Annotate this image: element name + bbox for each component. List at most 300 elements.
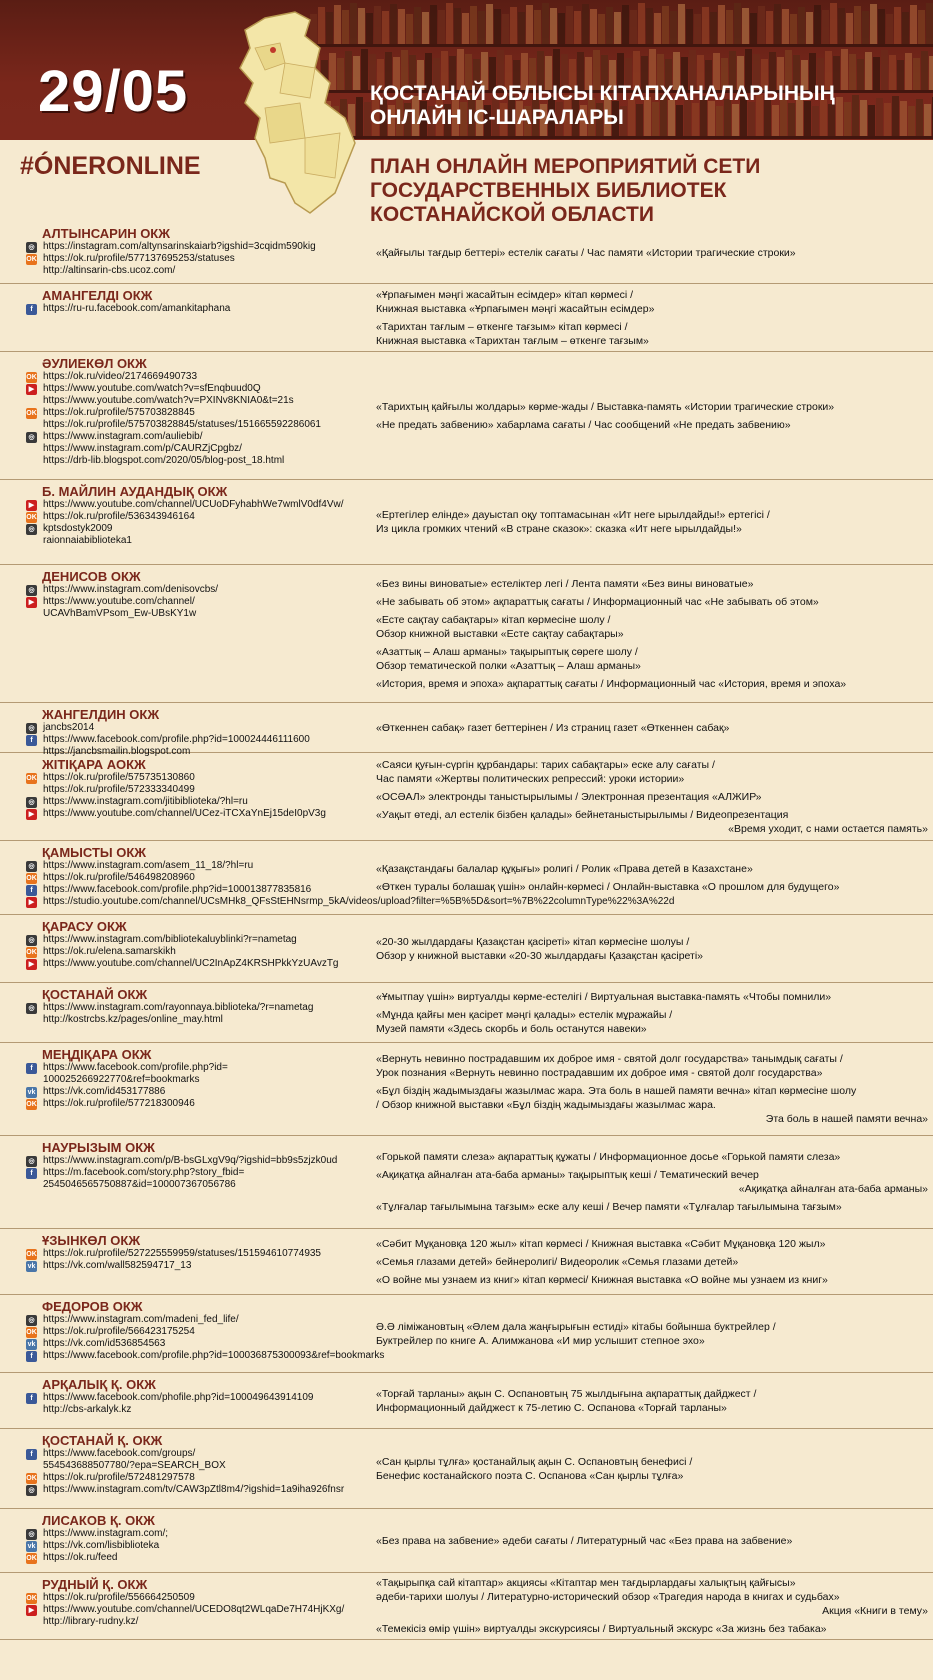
library-entry: [0, 753, 933, 841]
link-url[interactable]: https://www.facebook.com/profile.php?id=: [43, 1062, 228, 1073]
event-text: Урок познания «Вернуть невинно пострадавшим их доброе имя - святой долг государства»: [376, 1067, 823, 1079]
link-url[interactable]: https://www.youtube.com/watch?v=PXINv8KNIA0&t=21s: [43, 395, 294, 406]
link-url[interactable]: https://drb-lib.blogspot.com/2020/05/blog-post_18.html: [43, 455, 285, 466]
link-url[interactable]: http://altinsarin-cbs.ucoz.com/: [43, 265, 176, 276]
library-name: ЖАНГЕЛДИН ОКЖ: [42, 707, 160, 722]
link-url[interactable]: https://www.facebook.com/profile.php?id=100024446111600: [43, 734, 310, 745]
link-url[interactable]: https://ok.ru/profile/575703828845/statuses/151665592286061: [43, 419, 321, 430]
library-link[interactable]: [26, 1074, 372, 1086]
event-text: «Сәбит Мұқановқа 120 жыл» кітап көрмесі / Книжная выставка «Сәбит Мұқановқа 120 жыл»: [376, 1237, 826, 1250]
event-list: [376, 352, 928, 479]
library-link[interactable]: [26, 395, 372, 407]
library-link[interactable]: [26, 1179, 372, 1191]
library-link[interactable]: [26, 253, 372, 265]
ok-icon: OK: [26, 1329, 37, 1336]
link-url[interactable]: https://www.youtube.com/watch?v=sfEnqbuud0Q: [43, 383, 261, 394]
library-entry: [0, 915, 933, 983]
library-name: Б. МАЙЛИН АУДАНДЫҚ ОКЖ: [42, 484, 228, 499]
event-text: «Тақырыпқа сай кітаптар» акциясы «Кітаптар мен тағдырлардағы халықтың қайғысы»: [376, 1577, 796, 1589]
ok-icon: OK: [26, 256, 37, 263]
event-text: Книжная выставка «Тарихтан тағлым – өткенге тағзым»: [376, 334, 649, 347]
facebook-icon: f: [26, 1351, 37, 1362]
link-url[interactable]: https://www.instagram.com/rayonnaya.biblioteka/?r=nametag: [43, 1002, 314, 1013]
youtube-icon: ▶: [26, 959, 37, 970]
library-name: НАУРЫЗЫМ ОКЖ: [42, 1140, 155, 1155]
library-link[interactable]: [26, 1448, 372, 1460]
event-list: [376, 1429, 928, 1508]
library-name: ДЕНИСОВ ОКЖ: [42, 569, 141, 584]
library-link[interactable]: [26, 596, 372, 608]
library-link[interactable]: [26, 431, 372, 443]
library-link[interactable]: [26, 443, 372, 455]
library-link[interactable]: [26, 1404, 372, 1416]
kazakh-title-line: ҚОСТАНАЙ ОБЛЫСЫ КІТАПХАНАЛАРЫНЫҢ: [370, 82, 835, 105]
library-entry: [0, 1373, 933, 1429]
event-text: «Тарихтың қайғылы жолдары» көрме-жады / Выставка-память «Истории трагические строки»: [376, 400, 835, 413]
event-item: [376, 1320, 928, 1348]
kazakh-title: [370, 82, 910, 130]
event-item: [376, 1455, 928, 1483]
library-link[interactable]: [26, 872, 372, 884]
facebook-icon: f: [26, 735, 37, 746]
vk-icon: vk: [27, 1263, 36, 1270]
library-link[interactable]: [26, 884, 372, 896]
event-text: «Мұнда қайғы мен қасірет мәңгі қалады» естелік мұражайы /: [376, 1008, 673, 1021]
kostanay-region-map: [225, 8, 375, 218]
link-url[interactable]: https://ok.ru/profile/575735130860: [43, 772, 195, 783]
instagram-icon: ◎: [26, 797, 37, 808]
library-name: АМАНГЕЛДІ ОКЖ: [42, 288, 153, 303]
library-link[interactable]: [26, 1392, 372, 1404]
library-link[interactable]: [26, 796, 372, 808]
link-url[interactable]: https://www.facebook.com/profile.php?id=100013877835816: [43, 884, 312, 895]
event-list: [376, 753, 928, 840]
library-links: [26, 484, 372, 547]
russian-title-line: ПЛАН ОНЛАЙН МЕРОПРИЯТИЙ СЕТИ: [370, 155, 761, 178]
library-link[interactable]: [26, 1248, 372, 1260]
link-url[interactable]: https://www.instagram.com/madeni_fed_life/: [43, 1314, 239, 1325]
event-list: [376, 1229, 928, 1294]
russian-title-line: КОСТАНАЙСКОЙ ОБЛАСТИ: [370, 203, 654, 226]
event-text: «Саяси қуғын-сүргін құрбандары: тарих сабақтары» еске алу сағаты /: [376, 758, 715, 771]
library-link[interactable]: [26, 303, 372, 315]
library-name: ҰЗЫНКӨЛ ОКЖ: [42, 1233, 141, 1248]
event-text: «Ертегілер елінде» дауыстап оқу топтамасынан «Ит неге ырылдайды!» ертегісі /: [376, 509, 770, 521]
library-links: [26, 919, 372, 970]
event-list: [376, 1509, 928, 1572]
library-links: [26, 1433, 372, 1496]
link-url[interactable]: https://www.instagram.com/;: [43, 1528, 169, 1539]
instagram-icon: ◎: [26, 1315, 37, 1326]
event-list: [376, 222, 928, 283]
link-url[interactable]: https://www.facebook.com/groups/: [43, 1448, 196, 1459]
youtube-icon: ▶: [26, 809, 37, 820]
link-url[interactable]: https://studio.youtube.com/channel/UCsMHk8_QFsStEHNsrmp_5kA/videos/upload?filter=%5B%5D&sort=%7B%22columnType%22%3A%22d: [43, 896, 675, 907]
youtube-icon: ▶: [26, 384, 37, 395]
event-list: [376, 1373, 928, 1428]
library-link[interactable]: [26, 407, 372, 419]
russian-title: [370, 155, 910, 227]
library-links: [26, 569, 372, 620]
event-list: [376, 703, 928, 752]
facebook-icon: f: [26, 304, 37, 315]
ok-icon: OK: [26, 1475, 37, 1482]
event-item: [376, 508, 928, 536]
library-link[interactable]: [26, 1167, 372, 1179]
instagram-icon: ◎: [26, 1156, 37, 1167]
link-url[interactable]: https://www.youtube.com/channel/UCEDO8qt2WLqaDe7H74HjKXg/: [43, 1604, 345, 1615]
youtube-icon: ▶: [26, 500, 37, 511]
event-text: «Ұрпағымен мәңгі жасайтын есімдер» кітап көрмесі /: [376, 288, 634, 301]
library-name: ФЕДОРОВ ОКЖ: [42, 1299, 143, 1314]
ok-icon: OK: [26, 1251, 37, 1258]
link-url[interactable]: 554543688507780/?epa=SEARCH_BOX: [43, 1460, 226, 1471]
event-item: [376, 1273, 928, 1287]
event-list: [376, 841, 928, 914]
link-url[interactable]: https://ok.ru/profile/572481297578: [43, 1472, 195, 1483]
library-links: [26, 1377, 372, 1416]
library-link[interactable]: [26, 1472, 372, 1484]
link-url[interactable]: https://www.instagram.com/jitibiblioteka/?hl=ru: [43, 796, 248, 807]
library-name: ЖІТІҚАРА АОКЖ: [42, 757, 146, 772]
vk-icon: vk: [27, 1341, 36, 1348]
library-link[interactable]: [26, 1540, 372, 1552]
link-url[interactable]: https://ok.ru/profile/572333340499: [43, 784, 195, 795]
event-text: Информационный дайджест к 75-летию С. Оспанова «Торғай тарланы»: [376, 1401, 727, 1414]
event-text: «Бұл біздің жадымыздағы жазылмас жара. Эта боль в нашей памяти вечна» кітап көрмесіне шолу: [376, 1085, 857, 1097]
library-link[interactable]: [26, 371, 372, 383]
link-url[interactable]: https://www.instagram.com/tv/CAW3pZtl8m4/?igshid=1a9iha926fnsr: [43, 1484, 345, 1495]
link-url[interactable]: UCAVhBamVPsom_Ew-UBsKY1w: [43, 608, 197, 619]
link-url[interactable]: https://ok.ru/profile/546498208960: [43, 872, 195, 883]
event-list: [376, 284, 928, 351]
link-url[interactable]: https://www.youtube.com/channel/UCez-iTCXaYnEj15deI0pV3g: [43, 808, 326, 819]
event-list: [376, 983, 928, 1042]
kazakh-title-line: ОНЛАЙН ІС-ШАРАЛАРЫ: [370, 106, 624, 129]
library-links: [26, 1047, 372, 1110]
event-text: «Не забывать об этом» ақпараттық сағаты / Информационный час «Не забывать об этом»: [376, 595, 819, 608]
link-url[interactable]: https://www.youtube.com/channel/UCUoDFyhabhWe7wmlV0df4Vw/: [43, 499, 344, 510]
library-link[interactable]: [26, 1616, 372, 1628]
event-item: [376, 935, 928, 963]
link-url[interactable]: https://www.instagram.com/auliebib/: [43, 431, 203, 442]
link-url[interactable]: https://ok.ru/profile/566423175254: [43, 1326, 195, 1337]
event-text: «Уақыт өтеді, ал естелік бізбен қалады» бейнетаныстырылымы / Видеопрезентация: [376, 808, 789, 821]
link-url[interactable]: https://www.facebook.com/phofile.php?id=100049643914109: [43, 1392, 314, 1403]
link-url[interactable]: https://ok.ru/profile/577137695253/statuses: [43, 253, 235, 264]
library-entry: [0, 841, 933, 915]
facebook-icon: f: [26, 1063, 37, 1074]
link-url[interactable]: https://www.instagram.com/bibliotekaluyblinki?r=nametag: [43, 934, 297, 945]
library-links: [26, 707, 372, 758]
library-link[interactable]: [26, 511, 372, 523]
library-link[interactable]: [26, 1002, 372, 1014]
event-text: Бенефис костанайского поэта С. Оспанова «Сан қырлы тұлға»: [376, 1469, 684, 1482]
event-item: [376, 758, 928, 786]
event-text: «История, время и эпоха» ақпараттық сағаты / Информационный час «История, время и эпоха»: [376, 677, 847, 690]
library-entry: [0, 352, 933, 480]
library-link[interactable]: [26, 1326, 372, 1338]
library-link[interactable]: [26, 1155, 372, 1167]
library-link[interactable]: [26, 419, 372, 431]
event-item: [376, 320, 928, 348]
event-list: [376, 565, 928, 702]
event-text: «20-30 жылдардағы Қазақстан қасіреті» кітап көрмесіне шолуы /: [376, 935, 690, 948]
event-item: [376, 246, 928, 260]
library-link[interactable]: [26, 499, 372, 511]
link-url[interactable]: 2545046565750887&id=100007367056786: [43, 1179, 236, 1190]
instagram-icon: ◎: [26, 585, 37, 596]
event-item: [376, 721, 928, 735]
event-text: «Время уходит, с нами остается память»: [728, 822, 928, 835]
link-url[interactable]: http://library-rudny.kz/: [43, 1616, 139, 1627]
library-name: ҚОСТАНАЙ Қ. ОКЖ: [42, 1433, 163, 1448]
youtube-icon: ▶: [26, 1605, 37, 1616]
link-url[interactable]: https://ok.ru/profile/527225559959/statuses/151594610774935: [43, 1248, 321, 1259]
library-links: [26, 1299, 385, 1362]
link-url[interactable]: https://www.facebook.com/profile.php?id=100036875300093&ref=bookmarks: [43, 1350, 385, 1361]
event-text: Час памяти «Жертвы политических репрессий: уроки истории»: [376, 772, 685, 785]
library-link[interactable]: [26, 1014, 372, 1026]
library-link[interactable]: [26, 1552, 372, 1564]
library-link[interactable]: [26, 523, 372, 535]
library-link[interactable]: [26, 1604, 372, 1616]
event-item: [376, 1052, 928, 1080]
event-item: [376, 1387, 928, 1415]
event-text: «Ақиқатқа айналған ата-баба арманы» тақырыптық кеші / Тематический вечер: [376, 1169, 759, 1181]
library-links: [26, 1513, 372, 1564]
library-name: МЕҢДІҚАРА ОКЖ: [42, 1047, 152, 1062]
facebook-icon: f: [26, 1449, 37, 1460]
library-links: [26, 987, 372, 1026]
library-name: ҚОСТАНАЙ ОКЖ: [42, 987, 148, 1002]
link-url[interactable]: https://vk.com/wall582594717_13: [43, 1260, 192, 1271]
library-link[interactable]: [26, 946, 372, 958]
event-text: «Тұлғалар тағылымына тағзым» еске алу кеші / Вечер памяти «Тұлғалар тағылымына тағзым»: [376, 1201, 842, 1213]
link-url[interactable]: https://ok.ru/profile/556664250509: [43, 1592, 195, 1603]
ok-icon: OK: [26, 514, 37, 521]
ok-icon: OK: [26, 1595, 37, 1602]
event-text: «ОСӘАЛ» электронды таныстырылымы / Электронная презентация «АЛЖИР»: [376, 790, 762, 803]
library-link[interactable]: [26, 772, 372, 784]
event-item: [376, 1534, 928, 1548]
link-url[interactable]: https://www.instagram.com/denisovcbs/: [43, 584, 219, 595]
ok-icon: OK: [26, 1101, 37, 1108]
library-entry: [0, 480, 933, 565]
event-text: «Темекісіз өмір үшін» виртуалды экскурсиясы / Виртуальный экскурс «За жизнь без табака»: [376, 1623, 827, 1635]
library-links: [26, 1577, 372, 1628]
library-name: АРҚАЛЫҚ Қ. ОКЖ: [42, 1377, 156, 1392]
ok-icon: OK: [26, 374, 37, 381]
ok-icon: OK: [26, 775, 37, 782]
link-url[interactable]: https://www.youtube.com/channel/UC2InApZ4KRSHPkkYzUAvzTg: [43, 958, 339, 969]
event-item: [376, 1008, 928, 1036]
ok-icon: OK: [26, 875, 37, 882]
event-text: «Тарихтан тағлым – өткенге тағзым» кітап көрмесі /: [376, 320, 628, 333]
library-link[interactable]: [26, 934, 372, 946]
russian-title-line: ГОСУДАРСТВЕННЫХ БИБЛИОТЕК: [370, 179, 727, 202]
event-item: [376, 1255, 928, 1269]
library-link[interactable]: [26, 241, 372, 253]
link-url[interactable]: https://www.instagram.com/p/B-bsGLxgV9q/?igshid=bb9s5zjzk0ud: [43, 1155, 338, 1166]
library-link[interactable]: [26, 1338, 372, 1350]
ok-icon: OK: [26, 949, 37, 956]
link-url[interactable]: https://www.youtube.com/channel/: [43, 596, 195, 607]
library-link[interactable]: [26, 455, 372, 467]
library-links: [26, 1233, 372, 1272]
instagram-icon: ◎: [26, 1529, 37, 1540]
link-url[interactable]: https://ok.ru/profile/536343946164: [43, 511, 195, 522]
link-url[interactable]: https://ru-ru.facebook.com/amankitaphana: [43, 303, 231, 314]
event-item: [376, 645, 928, 673]
instagram-icon: ◎: [26, 242, 37, 253]
library-name: ЛИСАКОВ Қ. ОКЖ: [42, 1513, 155, 1528]
library-entry: [0, 1573, 933, 1640]
event-text: әдеби-тарихи шолуы / Литературно-исторический обзор «Трагедия народа в книгах и судьбах»: [376, 1591, 840, 1603]
library-link[interactable]: [26, 722, 372, 734]
event-text: «Не предать забвению» хабарлама сағаты / Час сообщений «Не предать забвению»: [376, 418, 791, 431]
library-link[interactable]: [26, 584, 372, 596]
event-item: [376, 808, 928, 836]
event-text: «Вернуть невинно пострадавшим их доброе имя - святой долг государства» танымдық сағаты /: [376, 1053, 843, 1065]
library-entry: [0, 703, 933, 757]
event-text: Обзор тематической полки «Азаттық – Алаш арманы»: [376, 659, 641, 672]
library-entry: [0, 1509, 933, 1573]
event-text: «Азаттық – Алаш арманы» тақырыптық сөреге шолу /: [376, 645, 638, 658]
instagram-icon: ◎: [26, 1485, 37, 1496]
event-text: «Без вины виноватые» естеліктер легі / Лента памяти «Без вины виноватые»: [376, 577, 754, 590]
event-item: [376, 577, 928, 591]
library-links: [26, 1140, 372, 1191]
library-entry: [0, 565, 933, 703]
instagram-icon: ◎: [26, 935, 37, 946]
library-link[interactable]: [26, 1528, 372, 1540]
instagram-icon: ◎: [26, 524, 37, 535]
facebook-icon: f: [26, 1168, 37, 1179]
library-link[interactable]: [26, 1460, 372, 1472]
library-link[interactable]: [26, 734, 372, 746]
library-link[interactable]: [26, 1260, 372, 1272]
library-name: ҚАРАСУ ОКЖ: [42, 919, 127, 934]
event-text: Книжная выставка «Ұрпағымен мәңгі жасайтын есімдер»: [376, 302, 655, 315]
link-url[interactable]: https://ok.ru/video/2174669490733: [43, 371, 198, 382]
library-link[interactable]: [26, 265, 372, 277]
event-text: «Өткеннен сабақ» газет беттерінен / Из страниц газет «Өткеннен сабақ»: [376, 721, 730, 734]
event-item: [376, 1168, 928, 1196]
library-link[interactable]: [26, 383, 372, 395]
event-item: [376, 1200, 928, 1214]
hashtag: #ÓNERONLINE: [20, 152, 201, 180]
event-list: [376, 1573, 928, 1639]
event-item: [376, 418, 928, 432]
library-name: ҚАМЫСТЫ ОКЖ: [42, 845, 147, 860]
link-url[interactable]: raionnaiabiblioteka1: [43, 535, 132, 546]
event-text: «Есте сақтау сабақтары» кітап көрмесіне шолу /: [376, 613, 611, 626]
event-list: [376, 1043, 928, 1135]
library-link[interactable]: [26, 535, 372, 547]
link-url[interactable]: https://www.instagram.com/p/CAURZjCpgbz/: [43, 443, 242, 454]
youtube-icon: ▶: [26, 897, 37, 908]
library-links: [26, 226, 372, 277]
event-text: Обзор у книжной выставки «20-30 жылдардағы Қазақстан қасіреті»: [376, 949, 704, 962]
event-text: Эта боль в нашей памяти вечна»: [765, 1113, 928, 1125]
event-item: [376, 862, 928, 876]
library-entry: [0, 1295, 933, 1373]
vk-icon: vk: [27, 1089, 36, 1096]
event-item: [376, 990, 928, 1004]
instagram-icon: ◎: [26, 723, 37, 734]
library-name: РУДНЫЙ Қ. ОКЖ: [42, 1577, 148, 1592]
facebook-icon: f: [26, 1393, 37, 1404]
date-label: 29/05: [38, 59, 189, 124]
link-url[interactable]: kptsdostyk2009: [43, 523, 113, 534]
event-text: Музей памяти «Здесь скорбь и боль останутся навеки»: [376, 1022, 647, 1035]
event-text: / Обзор книжной выставки «Бұл біздің жадымыздағы жазылмас жара.: [376, 1099, 716, 1111]
library-link[interactable]: [26, 860, 372, 872]
library-link[interactable]: [26, 1592, 372, 1604]
link-url[interactable]: https://ok.ru/profile/575703828845: [43, 407, 195, 418]
library-link[interactable]: [26, 1098, 372, 1110]
library-link[interactable]: [26, 1314, 372, 1326]
link-url[interactable]: 100025266922770&ref=bookmarks: [43, 1074, 200, 1085]
instagram-icon: ◎: [26, 861, 37, 872]
library-link[interactable]: [26, 784, 372, 796]
link-url[interactable]: https://jancbsmailin.blogspot.com: [43, 746, 191, 757]
library-link[interactable]: [26, 1086, 372, 1098]
link-url[interactable]: http://kostrcbs.kz/pages/online_may.html: [43, 1014, 223, 1025]
event-text: Акция «Книги в тему»: [822, 1605, 928, 1617]
library-list: [0, 222, 933, 1640]
library-link[interactable]: [26, 958, 372, 970]
event-item: [376, 677, 928, 691]
link-url[interactable]: https://vk.com/lisbiblioteka: [43, 1540, 160, 1551]
link-url[interactable]: https://vk.com/id536854563: [43, 1338, 166, 1349]
ok-icon: OK: [26, 410, 37, 417]
library-link[interactable]: [26, 1484, 372, 1496]
library-entry: [0, 1043, 933, 1136]
link-url[interactable]: https://vk.com/id453177886: [43, 1086, 166, 1097]
event-text: Из цикла громких чтений «В стране сказок»: сказка «Ит неге ырылдайды!»: [376, 523, 742, 535]
link-url[interactable]: https://ok.ru/elena.samarskikh: [43, 946, 176, 957]
link-url[interactable]: https://ok.ru/profile/577218300946: [43, 1098, 195, 1109]
library-entry: [0, 983, 933, 1043]
library-name: ӘУЛИЕКӨЛ ОКЖ: [42, 356, 147, 371]
event-list: [376, 915, 928, 982]
instagram-icon: ◎: [26, 432, 37, 443]
event-text: «Сан қырлы тұлға» қостанайлық ақын С. Оспановтың бенефисі /: [376, 1455, 693, 1468]
library-entry: [0, 1136, 933, 1229]
library-link[interactable]: [26, 608, 372, 620]
library-link[interactable]: [26, 1350, 385, 1362]
event-text: «Қазақстандағы балалар құқығы» ролигі / Ролик «Права детей в Казахстане»: [376, 862, 753, 875]
event-item: [376, 1237, 928, 1251]
link-url[interactable]: https://m.facebook.com/story.php?story_fbid=: [43, 1167, 245, 1178]
link-url[interactable]: jancbs2014: [43, 722, 95, 733]
library-entry: [0, 222, 933, 284]
ok-icon: OK: [26, 1555, 37, 1562]
library-link[interactable]: [26, 1062, 372, 1074]
event-list: [376, 1295, 928, 1372]
event-text: Обзор книжной выставки «Есте сақтау сабақтары»: [376, 627, 624, 640]
link-url[interactable]: http://cbs-arkalyk.kz: [43, 1404, 132, 1415]
link-url[interactable]: https://instagram.com/altynsarinskaiarb?igshid=3cqidm590kig: [43, 241, 316, 252]
library-links: [26, 356, 372, 467]
library-link[interactable]: [26, 896, 675, 908]
vk-icon: vk: [27, 1543, 36, 1550]
link-url[interactable]: https://ok.ru/feed: [43, 1552, 118, 1563]
library-link[interactable]: [26, 808, 372, 820]
link-url[interactable]: https://www.instagram.com/asem_11_18/?hl=ru: [43, 860, 254, 871]
